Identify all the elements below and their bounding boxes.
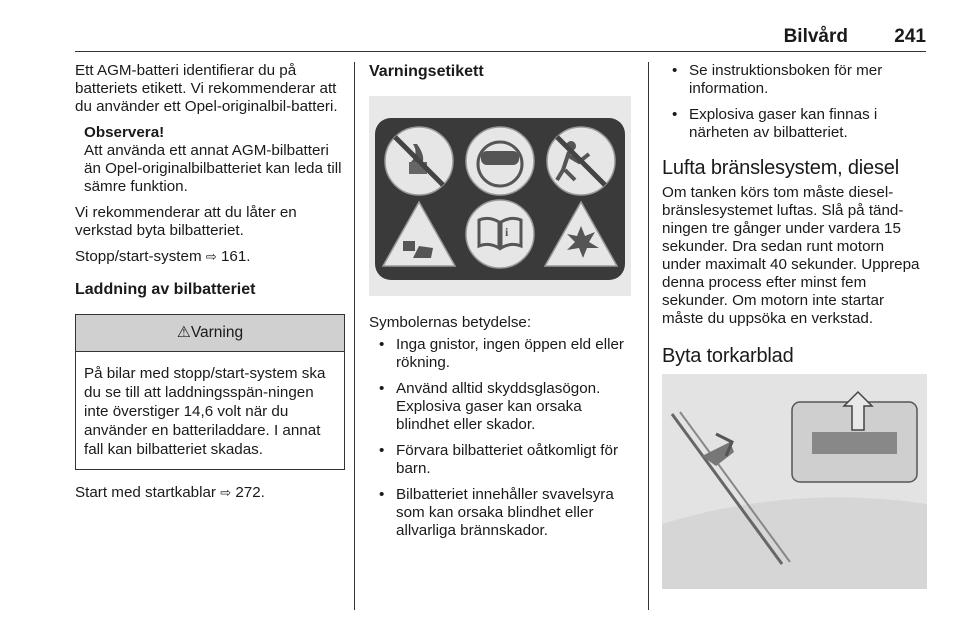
warning-symbols-icon: [369, 96, 631, 296]
list-item: • Förvara bilbatteriet oåtkomligt för barn.: [379, 442, 618, 477]
bullet-icon: •: [672, 106, 678, 123]
reference-arrow-icon: ⇨: [220, 485, 232, 500]
workshop-paragraph: Vi rekommenderar att du låter en verkstad byta bilbatteriet.: [75, 204, 297, 239]
bullet-icon: •: [672, 62, 678, 79]
list-item: • Se instruktionsboken för mer information.: [672, 62, 883, 97]
list-item: • Inga gnistor, ingen öppen eld eller rökning.: [379, 336, 624, 371]
fuel-system-heading: Lufta bränslesystem, diesel: [662, 157, 899, 179]
reference-arrow-icon: ⇨: [205, 249, 217, 264]
column-2: [369, 62, 635, 548]
note-block: [75, 124, 345, 196]
jump-start-reference: Start med startkablar ⇨ 272.: [75, 484, 265, 501]
list-item: • Använd alltid skyddsglasögon. Explosiva gaser kan orsaka blindhet eller skador.: [379, 380, 601, 433]
agm-paragraph: Ett AGM-batteri identifierar du på batteriets etikett. Vi rekommenderar att du använder ett Opel-originalbil-batteri.: [75, 62, 338, 115]
goggles-icon: [466, 127, 534, 195]
no-fire-icon: [385, 127, 453, 195]
page-number: 241: [894, 26, 926, 47]
list-item: • Explosiva gaser kan finnas i närheten av bilbatteriet.: [672, 106, 878, 141]
warning-box: [75, 314, 345, 470]
page-header: [75, 26, 926, 52]
section-title: Bilvård: [783, 26, 848, 47]
warning-label-heading: Varningsetikett: [369, 63, 484, 80]
list-item: • Bilbatteriet innehåller svavelsyra som kan orsaka blindhet eller allvarliga brännskador.: [379, 486, 614, 539]
battery-warning-label-image: [369, 96, 631, 296]
bullet-icon: •: [379, 336, 385, 353]
reference-page[interactable]: 161.: [220, 248, 251, 265]
bullet-icon: •: [379, 380, 385, 397]
warning-title: Varning: [190, 324, 244, 341]
column-1: [75, 62, 345, 510]
stop-start-reference: Stopp/start-system ⇨ 161.: [75, 248, 251, 265]
bullet-icon: •: [379, 486, 385, 503]
warning-body: På bilar med stopp/start-system ska du se till att laddningsspän-ningen inte överstiger 14,6 volt när du använder en batteriladdare. I annat fall kan bilbatteriet skadas.: [84, 365, 326, 458]
bullet-icon: •: [379, 442, 385, 459]
warning-triangle-icon: ⚠: [176, 324, 191, 341]
header-divider: [75, 51, 926, 52]
keep-away-children-icon: [547, 127, 615, 195]
note-title: Observera!: [84, 124, 165, 141]
column-divider-2: [648, 62, 649, 610]
fuel-system-paragraph: Om tanken körs tom måste diesel-bränslesystemet luftas. Slå på tänd-ningen tre gånger under vardera 15 sekunder. Dra sedan runt motorn under maximalt 40 sekunder. Upprepa denna process efter minst fem sekunder. Om motorn inte startar måste du uppsöka en verkstad.: [662, 184, 920, 327]
wiper-illustration-icon: [662, 374, 927, 589]
wiper-heading: Byta torkarblad: [662, 345, 794, 367]
svg-text:i: i: [505, 225, 509, 239]
column-3: [662, 62, 927, 589]
warning-header: [76, 315, 344, 352]
symbols-intro: Symbolernas betydelse:: [369, 314, 532, 331]
reference-page[interactable]: 272.: [235, 484, 265, 501]
read-manual-icon: [466, 200, 534, 268]
note-body: Att använda ett annat AGM-bilbatteri än Opel-originalbilbatteriet kan leda till sämre funktion.: [84, 142, 342, 195]
wiper-blade-image: [662, 374, 927, 589]
charging-heading: Laddning av bilbatteriet: [75, 281, 256, 298]
column-divider-1: [354, 62, 355, 610]
